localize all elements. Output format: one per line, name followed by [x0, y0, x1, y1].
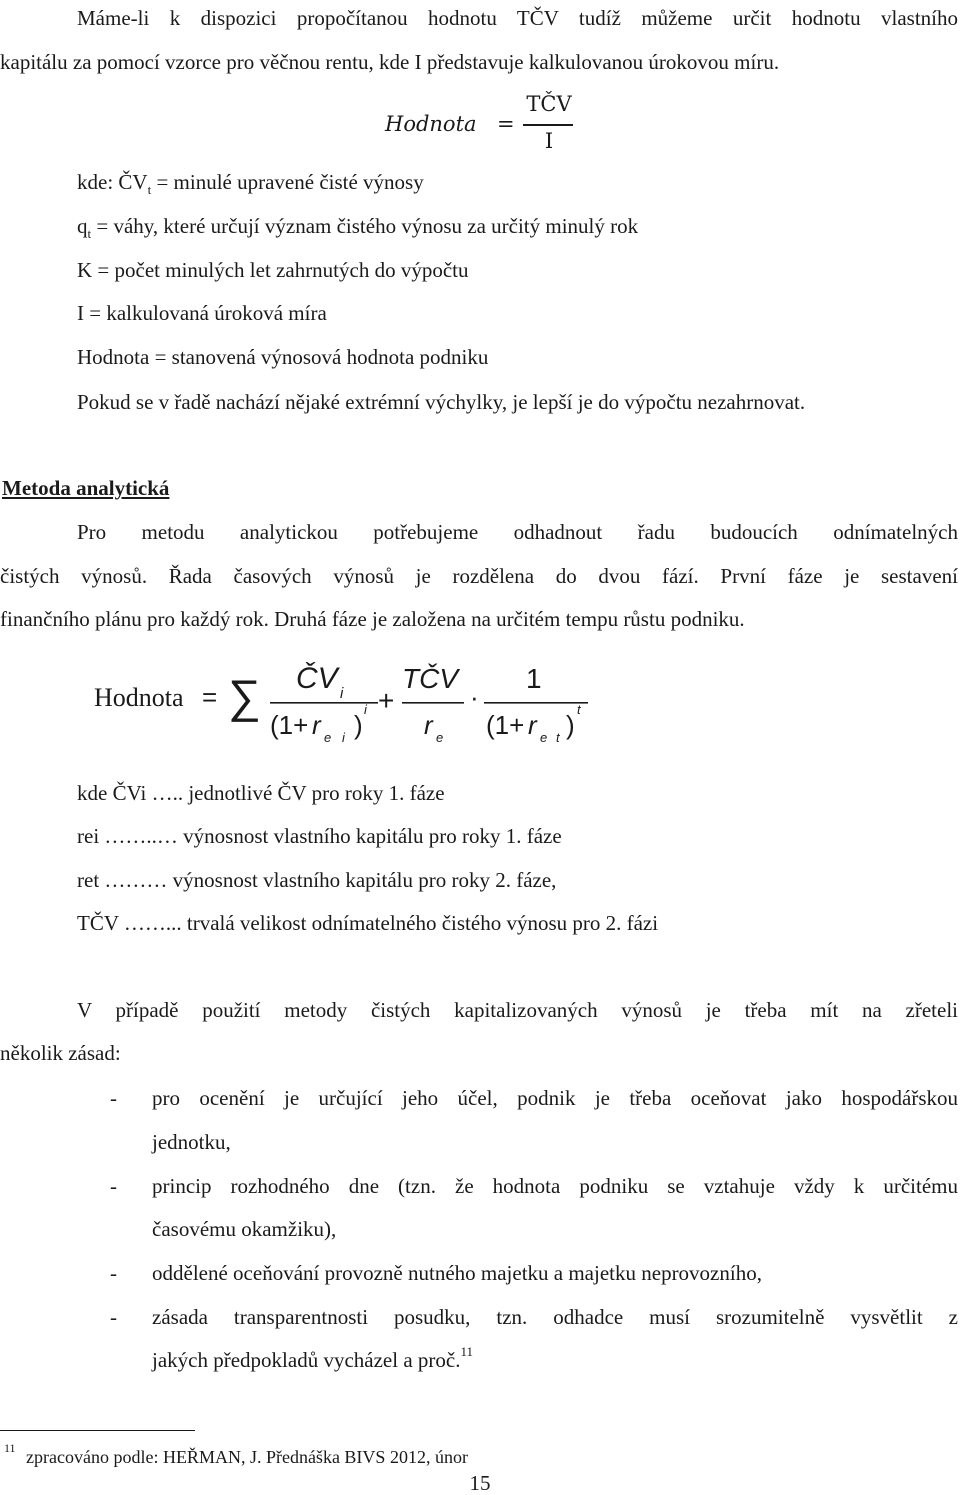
bullet-4-line-1: zásada transparentnosti posudku, tzn. odhadce musí srozumitelně vysvětlit z [152, 1305, 958, 1329]
section-heading-analytic: Metoda analytická [2, 476, 170, 500]
definition-q [77, 214, 639, 242]
legend-ret: ret ……… výnosnost vlastního kapitálu pro roky 2. fáze, [77, 868, 557, 892]
analytic-line-2: čistých výnosů. Řada časových výnosů je rozdělena do dvou fází. První fáze je sestavení [0, 564, 958, 588]
bullet-dash: - [110, 1261, 117, 1285]
formula1-equals: = [497, 112, 515, 136]
analytic-line-1: Pro metodu analytickou potřebujeme odhadnout řadu budoucích odnímatelných [77, 520, 958, 544]
definition-hodnota: Hodnota = stanovená výnosová hodnota podniku [77, 345, 489, 369]
definition-cv-prefix: kde: ČV [77, 170, 148, 194]
formula2-lhs: Hodnota [94, 683, 184, 712]
formula2-den1-open: (1+ [270, 710, 309, 740]
formula1-numerator: TČV [526, 92, 572, 116]
formula1-fraction-bar [523, 124, 573, 126]
bullet-dash: - [110, 1174, 117, 1198]
formula2-den2-sub-e: e [436, 730, 444, 745]
legend-rei: rei ……..… výnosnost vlastního kapitálu pro roky 1. fáze [77, 824, 562, 848]
definition-cv [77, 170, 424, 198]
formula2-den1-sub-i: i [342, 730, 345, 745]
definition-q-prefix: q [77, 214, 88, 238]
definition-q-sub: t [87, 226, 92, 242]
page-number: 15 [469, 1471, 491, 1495]
bullet-2-line-1: princip rozhodného dne (tzn. že hodnota podniku se vztahuje vždy k určitému [152, 1174, 958, 1198]
formula2-den3-sub-e: e [540, 730, 548, 745]
definition-cv-sub: t [147, 182, 152, 198]
formula2-den1-exp: i [364, 702, 367, 717]
formula2-dot: · [470, 682, 479, 712]
bullet-4-line-2 [152, 1344, 958, 1372]
formula2-den3-open: (1+ [486, 710, 525, 740]
definition-i: I = kalkulovaná úroková míra [77, 301, 327, 325]
bullet-3: oddělené oceňování provozně nutného majetku a majetku neprovozního, [152, 1261, 762, 1285]
definition-k: K = počet minulých let zahrnutých do výpočtu [77, 258, 469, 282]
bullet-dash: - [110, 1305, 117, 1329]
definition-note: Pokud se v řadě nachází nějaké extrémní výchylky, je lepší je do výpočtu nezahrnovat. [77, 390, 806, 414]
bullet-4-text: jakých předpokladů vycházel a proč. [152, 1348, 461, 1372]
intro-line-2: kapitálu za pomocí vzorce pro věčnou rentu, kde I představuje kalkulovanou úrokovou míru. [0, 50, 780, 74]
footnote-separator [0, 1430, 195, 1431]
legend-cvi: kde ČVi ….. jednotlivé ČV pro roky 1. fáze [77, 781, 445, 805]
analytic-line-3: finančního plánu pro každý rok. Druhá fáze je založena na určitém tempu růstu podniku. [0, 607, 745, 631]
principles-intro-line-1: V případě použití metody čistých kapitalizovaných výnosů je třeba mít na zřeteli [77, 998, 958, 1022]
formula2-den3-sub-t: t [556, 730, 560, 745]
formula1-denominator: I [544, 129, 554, 153]
formula2-den1-sub-e: e [324, 730, 332, 745]
formula2-den2-r: r [424, 710, 433, 740]
bullet-2-line-2: časovému okamžiku), [152, 1217, 337, 1241]
bullet-1-line-1: pro ocenění je určující jeho účel, podnik je třeba oceňovat jako hospodářskou [152, 1086, 958, 1110]
formula-two-phase-value [90, 650, 600, 750]
formula2-equals: = [202, 682, 218, 712]
footnote-text: zpracováno podle: HEŘMAN, J. Přednáška BIVS 2012, únor [26, 1447, 468, 1467]
formula2-den3-close: ) [566, 710, 575, 740]
formula2-den1-r: r [312, 710, 321, 740]
formula2-num1: ČV [296, 662, 338, 695]
formula2-den1-close: ) [354, 710, 363, 740]
definition-cv-text: = minulé upravené čisté výnosy [151, 170, 424, 194]
formula2-bar1 [270, 702, 378, 704]
intro-line-1: Máme-li k dispozici propočítanou hodnotu TČV tudíž můžeme určit hodnotu vlastního [77, 6, 958, 30]
formula2-den3-r: r [528, 710, 537, 740]
bullet-1-line-2: jednotku, [152, 1130, 231, 1154]
formula2-den3-exp: t [577, 702, 581, 717]
legend-tcv: TČV ……... trvalá velikost odnímatelného čistého výnosu pro 2. fázi [77, 911, 659, 935]
principles-intro-line-2: několik zásad: [0, 1041, 121, 1065]
footnote-reference: 11 [460, 1344, 473, 1359]
bullet-dash: - [110, 1086, 117, 1110]
formula-value-perpetuity [385, 94, 585, 156]
formula2-plus: + [378, 685, 395, 716]
definition-q-text: = váhy, které určují význam čistého výnosu za určitý minulý rok [91, 214, 639, 238]
footnote-number: 11 [4, 1441, 16, 1455]
formula2-bar3 [484, 702, 588, 704]
formula1-lhs: Hodnota [385, 112, 477, 136]
formula2-sum: ∑ [228, 670, 261, 722]
formula2-num2: TČV [402, 663, 458, 694]
formula2-num3: 1 [526, 663, 542, 694]
formula2-num1-sub: i [340, 685, 344, 702]
formula2-bar2 [402, 702, 464, 704]
